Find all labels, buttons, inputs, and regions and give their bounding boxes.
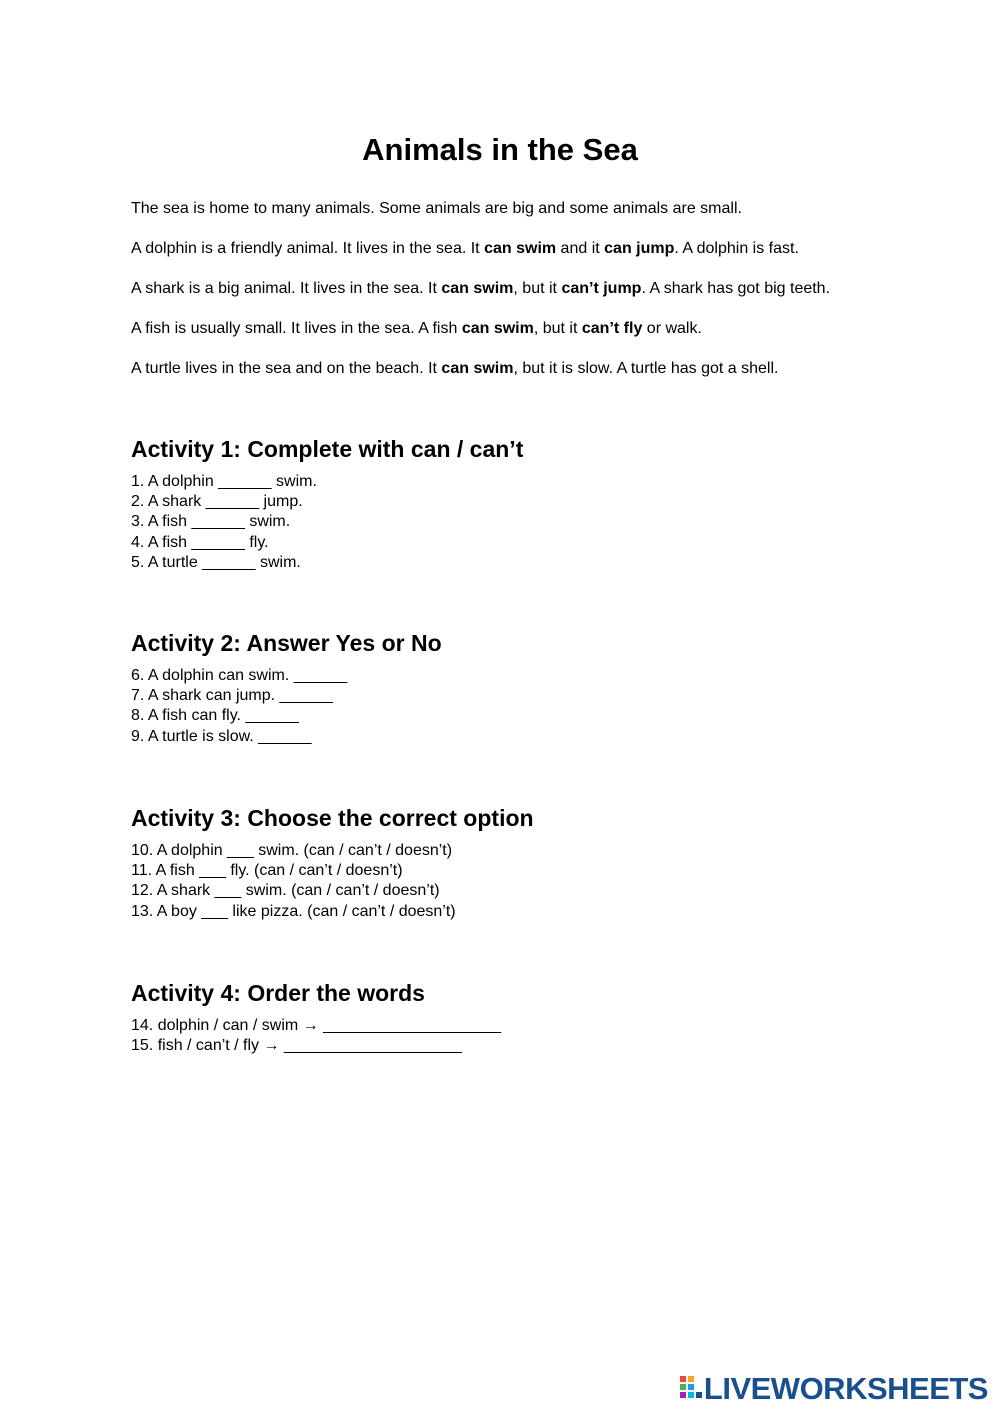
activity-item: 6. A dolphin can swim. ______ <box>131 667 348 684</box>
text-run: , but it <box>533 320 582 337</box>
text-run: . A dolphin is fast. <box>674 240 799 257</box>
bold-phrase: can’t jump <box>561 280 642 297</box>
text-run: and it <box>556 240 605 257</box>
intro-text <box>131 199 931 399</box>
activity-1 <box>131 434 931 573</box>
bold-phrase: can swim <box>461 320 534 337</box>
activity-item: 10. A dolphin ___ swim. (can / can’t / doesn’t) <box>131 842 453 859</box>
activity-item: 5. A turtle ______ swim. <box>131 553 301 571</box>
activity-item: 3. A fish ______ swim. <box>131 513 291 531</box>
text-run: A shark is a big animal. It lives in the sea. It <box>131 280 442 297</box>
intro-paragraph <box>131 199 931 239</box>
text-run: A dolphin is a friendly animal. It lives in the sea. It <box>131 240 485 257</box>
activity-2 <box>131 628 931 747</box>
activity-heading: Activity 3: Choose the correct option <box>131 805 534 831</box>
bold-phrase: can swim <box>441 280 514 297</box>
activity-3 <box>131 803 931 922</box>
text-run: The sea is home to many animals. Some animals are big and some animals are small. <box>131 200 742 217</box>
activity-4 <box>131 978 931 1056</box>
bold-phrase: can swim <box>441 360 514 377</box>
text-run: A fish is usually small. It lives in the sea. A fish <box>131 320 462 337</box>
text-run: A turtle lives in the sea and on the beach. It <box>131 360 442 377</box>
liveworksheets-logo[interactable] <box>680 1372 988 1406</box>
activity-item: 7. A shark can jump. ______ <box>131 687 333 705</box>
activity-item: 15. fish / can’t / fly → ____________________ <box>131 1037 462 1055</box>
liveworksheets-logo-icon <box>680 1376 702 1402</box>
activity-item: 4. A fish ______ fly. <box>131 533 269 551</box>
text-run: , but it is slow. A turtle has got a shell. <box>513 360 779 377</box>
activity-item: 9. A turtle is slow. ______ <box>131 727 312 745</box>
activity-item: 12. A shark ___ swim. (can / can’t / doesn’t) <box>131 882 440 900</box>
intro-paragraph <box>131 239 931 279</box>
activity-item: 8. A fish can fly. ______ <box>131 707 299 725</box>
bold-phrase: can’t fly <box>581 320 643 337</box>
activity-item: 14. dolphin / can / swim → ____________________ <box>131 1017 502 1034</box>
liveworksheets-logo-text: LIVEWORKSHEETS <box>703 1371 988 1406</box>
intro-paragraph <box>131 319 931 359</box>
activity-item: 13. A boy ___ like pizza. (can / can’t / doesn’t) <box>131 902 456 920</box>
activity-heading: Activity 2: Answer Yes or No <box>131 630 442 656</box>
activity-item: 11. A fish ___ fly. (can / can’t / doesn’t) <box>131 862 403 880</box>
bold-phrase: can swim <box>484 240 557 257</box>
activity-item: 1. A dolphin ______ swim. <box>131 473 317 490</box>
text-run: , but it <box>513 280 562 297</box>
activity-heading: Activity 1: Complete with can / can’t <box>131 436 524 462</box>
text-run: or walk. <box>642 320 702 337</box>
bold-phrase: can jump <box>604 240 675 257</box>
activity-heading: Activity 4: Order the words <box>131 980 425 1006</box>
intro-paragraph <box>131 279 931 319</box>
activity-item: 2. A shark ______ jump. <box>131 493 303 511</box>
page-title: Animals in the Sea <box>362 132 638 167</box>
intro-paragraph <box>131 359 931 399</box>
text-run: . A shark has got big teeth. <box>641 280 831 297</box>
